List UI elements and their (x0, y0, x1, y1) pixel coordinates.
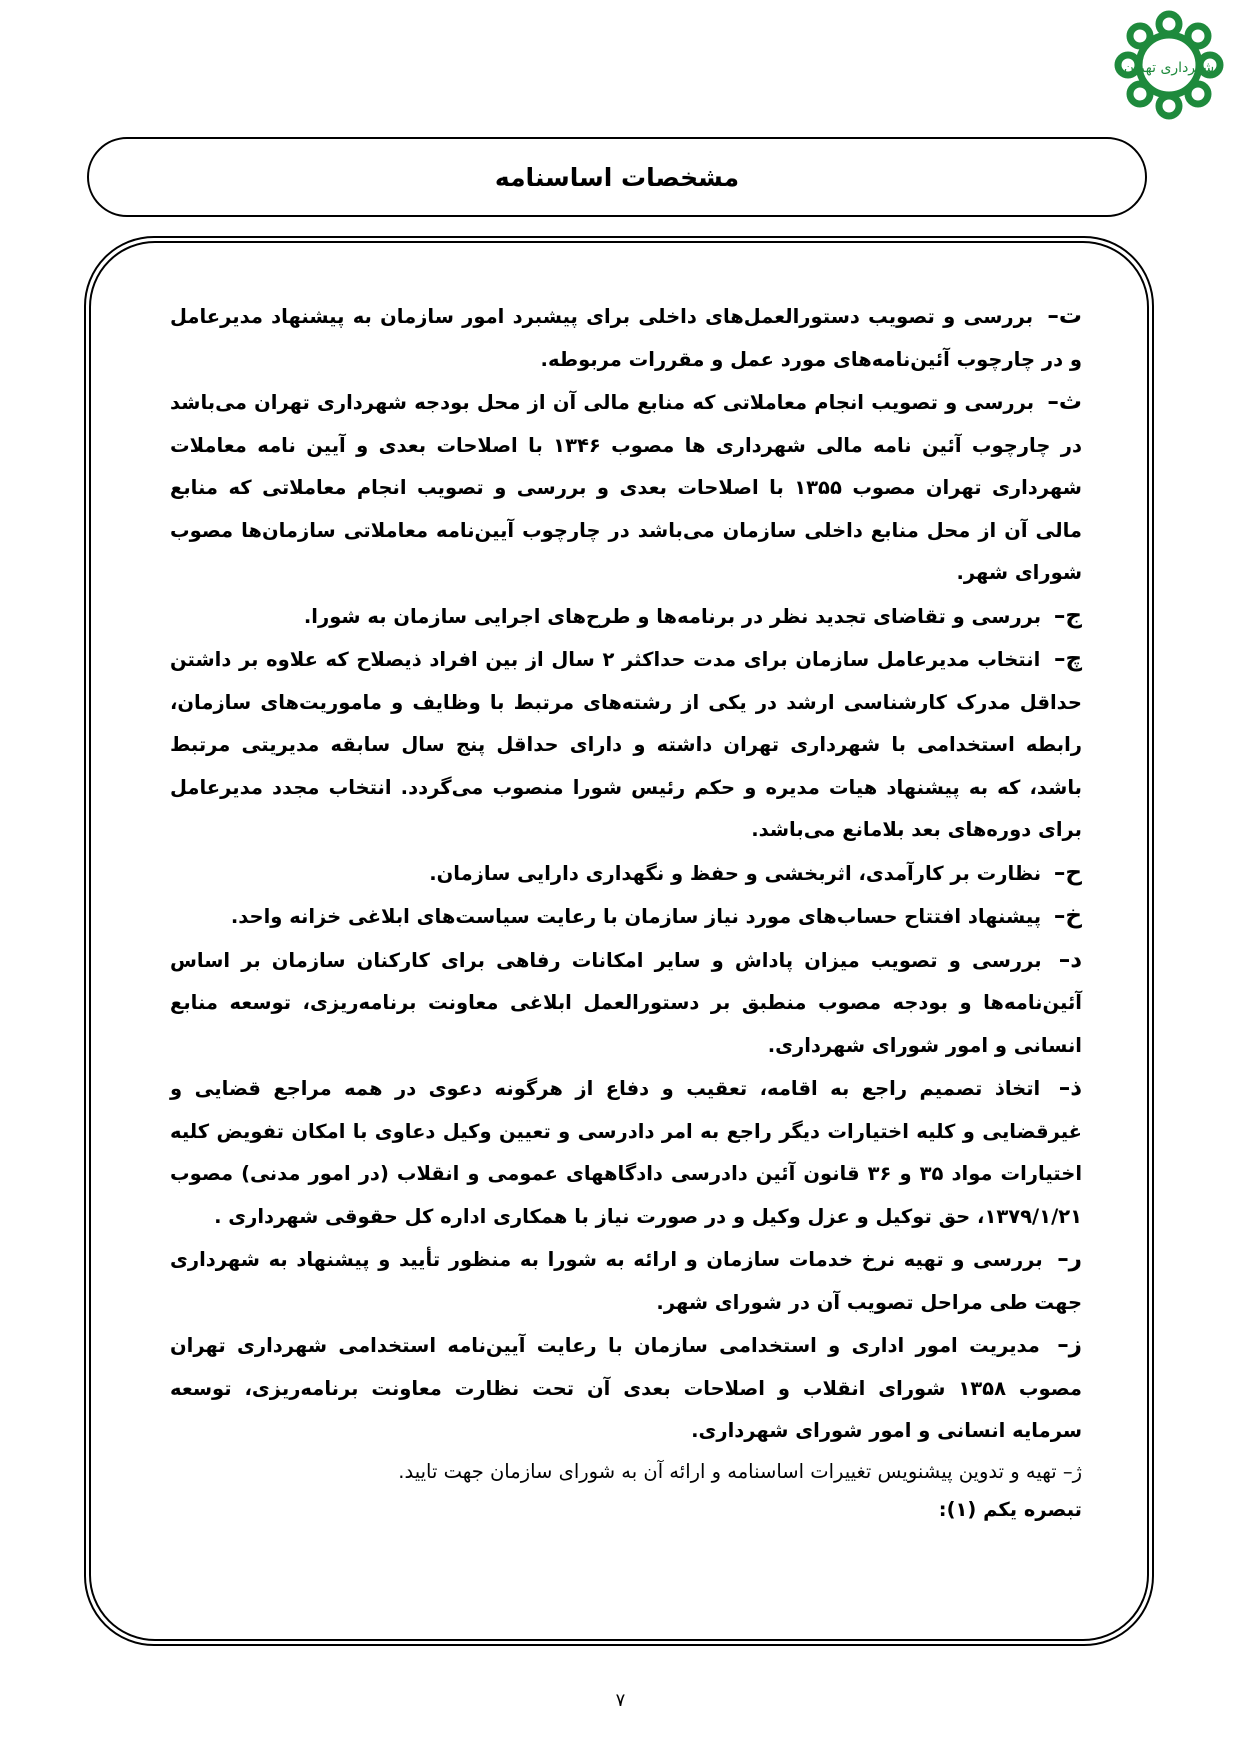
item-letter: ث– (1047, 389, 1082, 415)
page-title: مشخصات اساسنامه (494, 162, 740, 192)
item-te (170, 295, 1082, 381)
item-letter: ز– (1057, 1332, 1083, 1358)
item-he (170, 852, 1082, 896)
item-letter: ح– (1053, 859, 1082, 886)
item-letter: ت– (1047, 303, 1082, 329)
item-text: مدیریت امور اداری و استخدامی سازمان با رعایت آیین‌نامه استخدامی شهرداری تهران مصوب ۱۳۵۸ شورای انقلاب و اصلاحات بعدی آن تحت نظارت معاونت برنامه‌ریزی، توسعه سرمایه انسانی و امور شورای شهرداری. (170, 1334, 1082, 1442)
item-text: نظارت بر کارآمدی، اثربخشی و حفظ و نگهداری دارایی سازمان. (429, 861, 1042, 885)
item-text: پیشنهاد افتتاح حساب‌های مورد نیاز سازمان با رعایت سیاست‌های ابلاغی خزانه واحد. (230, 905, 1042, 928)
item-letter: ر– (1057, 1246, 1082, 1272)
item-text: بررسی و تقاضای تجدید نظر در برنامه‌ها و طرح‌های اجرایی سازمان به شورا. (303, 604, 1042, 628)
document-body (170, 295, 1082, 1529)
tehran-municipality-logo-icon (1110, 10, 1228, 120)
item-khe (170, 895, 1082, 939)
item-jim (170, 595, 1082, 639)
item-re (170, 1238, 1082, 1324)
item-letter: خ– (1053, 903, 1082, 929)
item-letter: ذ– (1058, 1075, 1082, 1101)
item-text: بررسی و تصویب انجام معاملاتی که منابع مالی آن از محل بودجه شهرداری تهران می‌باشد در چارچوب آئین نامه مالی شهرداری ها مصوب ۱۳۴۶ با اصلاحات بعدی و آیین نامه معاملات شهرداری تهران مصوب ۱۳۵۵ با اصلاحات بعدی و بررسی و تصویب انجام معاملاتی که منابع مالی آن از محل منابع داخلی سازمان می‌باشد در چارچوب آیین‌نامه معاملاتی سازمان‌ها مصوب شورای شهر. (170, 391, 1082, 584)
item-text: بررسی و تصویب میزان پاداش و سایر امکانات رفاهی برای کارکنان سازمان بر اساس آئین‌نامه‌ها و بودجه مصوب منطبق بر دستورالعمل ابلاغی معاونت برنامه‌ریزی، توسعه منابع انسانی و امور شورای شهرداری. (170, 948, 1082, 1057)
page-number: ۷ (615, 1690, 626, 1711)
item-text: اتخاذ تصمیم راجع به اقامه، تعقیب و دفاع از هرگونه دعوی در همه مراجع قضایی و غیرقضایی و کلیه اختیارات دیگر راجع به امر دادرسی و تعیین وکیل دعاوی با امکان تفویض کلیه اختیارات مواد ۳۵ و ۳۶ قانون آئین دادرسی دادگاههای عمومی و انقلاب (در امور مدنی) مصوب ۱۳۷۹/۱/۲۱، حق توکیل و عزل وکیل و در صورت نیاز با همکاری اداره کل حقوقی شهرداری . (170, 1077, 1083, 1228)
logo-graphic (1110, 10, 1228, 120)
note-heading: تبصره یکم (۱): (938, 1497, 1082, 1521)
item-zal (170, 1067, 1082, 1238)
title-box (87, 137, 1147, 217)
item-text: انتخاب مدیرعامل سازمان برای مدت حداکثر ۲ سال از بین افراد ذیصلاح که علاوه بر داشتن حداقل مدرک کارشناسی ارشد در یکی از رشته‌های مرتبط با وظایف و ماموریت‌های سازمان، رابطه استخدامی با شهرداری تهران داشته و دارای حداقل پنج سال سابقه مدیریتی مرتبط باشد، که به پیشنهاد هیات مدیره و حکم رئیس شورا منصوب می‌گردد. انتخاب مجدد مدیرعامل برای دوره‌های بعد بلامانع می‌باشد. (170, 648, 1082, 841)
item-se (170, 381, 1082, 595)
item-ze (170, 1324, 1082, 1453)
item-text: بررسی و تصویب دستورالعمل‌های داخلی برای پیشبرد امور سازمان به پیشنهاد مدیرعامل و در چارچوب آئین‌نامه‌های مورد عمل و مقررات مربوطه. (170, 305, 1082, 371)
item-che (170, 638, 1082, 852)
item-letter: چ– (1053, 646, 1083, 672)
item-letter: ج– (1053, 602, 1082, 629)
item-dal (170, 939, 1082, 1068)
logo-text: شهرداری تهران (1123, 60, 1215, 76)
item-text: بررسی و تهیه نرخ خدمات سازمان و ارائه به شورا به منظور تأیید و پیشنهاد به شهرداری جهت طی مراحل تصویب آن در شورای شهر. (170, 1248, 1082, 1314)
item-zhe: ژ– تهیه و تدوین پیشنویس تغییرات اساسنامه و ارائه آن به شورای سازمان جهت تایید. (398, 1459, 1082, 1483)
item-letter: د– (1058, 946, 1082, 973)
